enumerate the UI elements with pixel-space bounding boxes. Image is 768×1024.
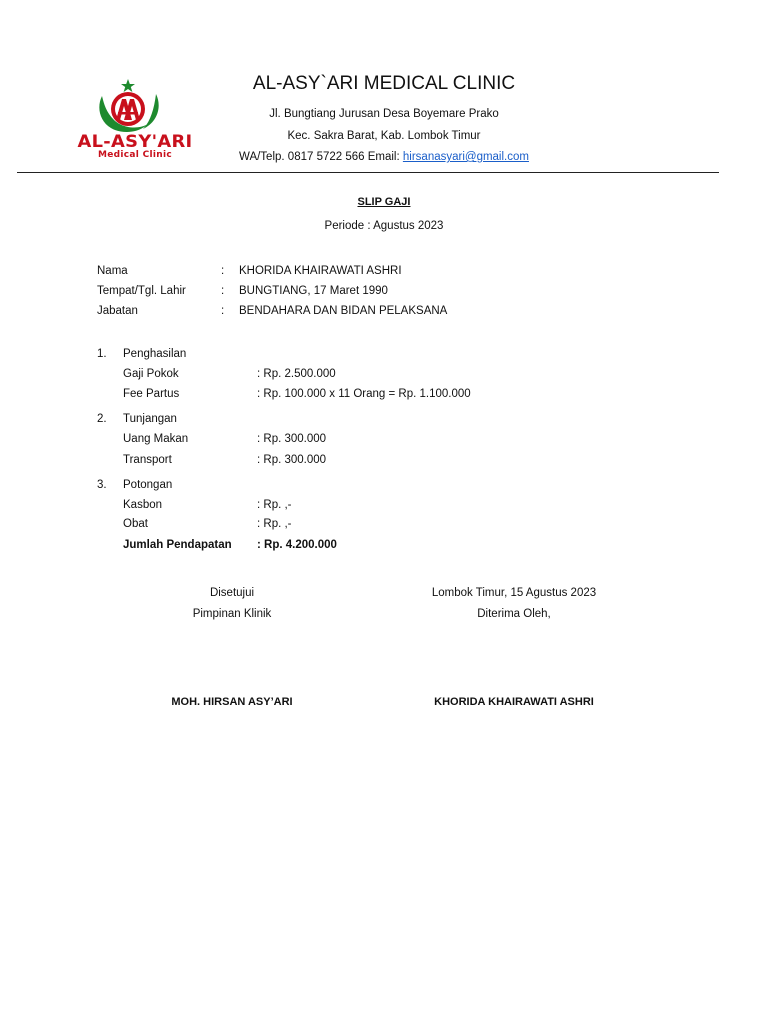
- contact-prefix: WA/Telp. 0817 5722 566 Email:: [239, 151, 403, 163]
- employee-sep: :: [221, 305, 225, 317]
- section-title: Tunjangan: [123, 413, 177, 425]
- item-value: : Rp. 2.500.000: [257, 368, 336, 380]
- item-value: : Rp. ,-: [257, 499, 292, 511]
- approval-label: Disetujui: [209, 587, 255, 599]
- section-number: 1.: [97, 348, 107, 360]
- approver-role: Pimpinan Klinik: [192, 608, 272, 620]
- logo-subtitle: Medical Clinic: [97, 150, 173, 160]
- employee-value: BENDAHARA DAN BIDAN PELAKSANA: [239, 305, 448, 317]
- item-label: Fee Partus: [123, 388, 180, 400]
- item-label: Obat: [123, 518, 148, 530]
- employee-value: KHORIDA KHAIRAWATI ASHRI: [239, 265, 402, 277]
- logo-name: AL-ASY'ARI: [77, 132, 193, 152]
- address-line-1: Jl. Bungtiang Jurusan Desa Boyemare Prako: [269, 108, 499, 120]
- address-line-2: Kec. Sakra Barat, Kab. Lombok Timur: [287, 130, 481, 142]
- header-divider: [17, 172, 719, 173]
- employee-value: BUNGTIANG, 17 Maret 1990: [239, 285, 388, 297]
- item-value: : Rp. 100.000 x 11 Orang = Rp. 1.100.000: [257, 388, 471, 400]
- employee-sep: :: [221, 285, 225, 297]
- section-title: Potongan: [123, 479, 173, 491]
- item-label: Kasbon: [123, 499, 163, 511]
- item-value: : Rp. 300.000: [257, 433, 327, 445]
- item-value: : Rp. 300.000: [257, 454, 327, 466]
- slip-heading: SLIP GAJI: [357, 196, 411, 208]
- slip-period: Periode : Agustus 2023: [324, 220, 444, 232]
- place-date: Lombok Timur, 15 Agustus 2023: [431, 587, 597, 599]
- email-link[interactable]: hirsanasyari@gmail.com: [402, 151, 529, 163]
- section-number: 3.: [97, 479, 107, 491]
- receiver-label: Diterima Oleh,: [477, 608, 551, 620]
- item-label: Transport: [123, 454, 172, 466]
- clinic-title: AL-ASY`ARI MEDICAL CLINIC: [252, 73, 516, 94]
- item-label: Uang Makan: [123, 433, 189, 445]
- section-title: Penghasilan: [123, 348, 187, 360]
- employee-label: Tempat/Tgl. Lahir: [97, 285, 186, 297]
- total-label: Jumlah Pendapatan: [123, 539, 232, 551]
- contact-line: [0, 151, 768, 163]
- employee-sep: :: [221, 265, 225, 277]
- section-number: 2.: [97, 413, 107, 425]
- employee-label: Nama: [97, 265, 128, 277]
- receiver-name: KHORIDA KHAIRAWATI ASHRI: [434, 696, 594, 708]
- total-value: : Rp. 4.200.000: [257, 539, 337, 551]
- item-label: Gaji Pokok: [123, 368, 179, 380]
- approver-name: MOH. HIRSAN ASY’ARI: [171, 696, 293, 708]
- employee-label: Jabatan: [97, 305, 138, 317]
- item-value: : Rp. ,-: [257, 518, 292, 530]
